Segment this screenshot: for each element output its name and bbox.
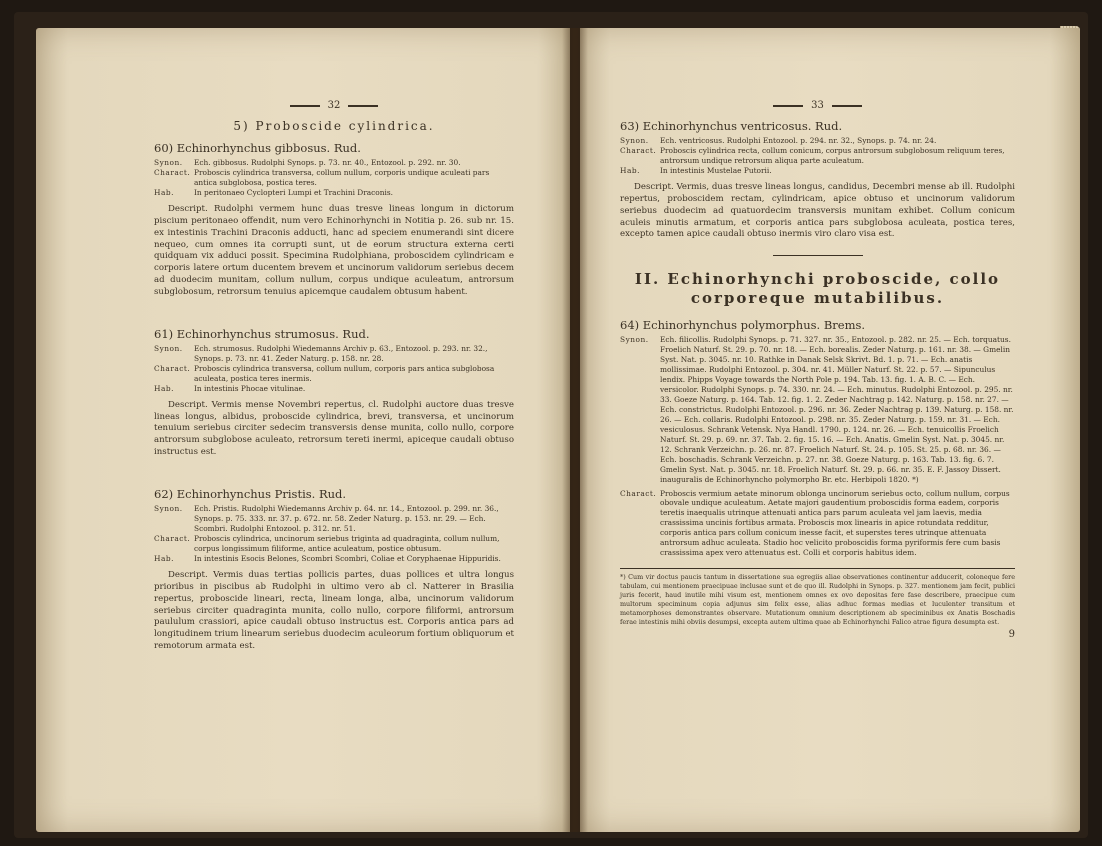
description: Descript. Vermis mense Novembri repertus, cl. Rudolphi auctore duas tresve lineas longus, albidus, proboscide cylindrica, brevi, transversa, et uncinorum tenuium seriebus circiter sedecim transversis dense munita, collo nullo, corpore antrorsum subglobose aculeato, retrorsum tereti inermi, apiceque caudali obtuso instructus est.	[154, 399, 514, 458]
description: Descript. Rudolphi vermem hunc duas tresve lineas longum in dictorum piscium peritonaeo offendit, num vero Echinorhynchi in Notitia p. 26. sub nr. 15. ex intestinis Trachini Draconis adducti, hanc ad speciem enumerandi sint dicere nequeo, cum omnes ita corrupti sunt, ut de eorum structura externa certi quidquam vix adduci possit. Specimina Rudolphiana, proboscidem cylindricam e corporis latere ortum ducentem brevem et uncinorum validorum seriebus decem ad duodecim munitam, collum nullum, corpus undique aculeatum, antrorsum subglobosum, retrorsum tenuius apicemque caudalem obtusum habent.	[154, 203, 514, 297]
entry-60	[154, 141, 514, 299]
entry-heading: 63) Echinorhynchus ventricosus. Rud.	[620, 119, 843, 133]
left-page	[36, 28, 570, 832]
left-page-content	[154, 100, 514, 659]
divider	[773, 255, 863, 256]
habitat: Hab. In intestinis Phocae vitulinae.	[154, 383, 306, 393]
entry-heading: 62) Echinorhynchus Pristis. Rud.	[154, 487, 347, 502]
entry-64	[620, 318, 1015, 559]
habitat: Hab. In peritonaeo Cyclopteri Lumpi et Trachini Draconis.	[154, 187, 394, 197]
page-number: 33	[620, 100, 1015, 111]
description: Descript. Vermis duas tertias pollicis partes, duas pollices et ultra longus prioribus in piscibus ab Rudolphi in ultimo vero ab cl. Natterer in Brasilia repertus, proboscide lineari, recta, lineam longa, alba, uncinorum validorum seriebus circiter quadraginta munita, collo nullo, corpore filiformi, antrorsum paululum crassiori, apice caudali obtuso instructus est. Corporis antica pars ad longitudinem trium linearum seriebus duodecim aculeorum fortium obliquorum et remotorum armata est.	[154, 569, 514, 652]
book	[14, 12, 1088, 838]
part-title: II. Echinorhynchi proboscide, collo corporeque mutabilibus.	[634, 270, 1001, 307]
synonyms: Synon. Ech. gibbosus. Rudolphi Synops. p. 73. nr. 40., Entozool. p. 292. nr. 30.	[154, 158, 461, 167]
character: Charact. Proboscis vermium aetate minorum oblonga uncinorum seriebus octo, collum nullum, corpus obovale undique aculeatum. Aetate majori gaudentium proboscidis forma eadem, corporis teretis inaequalis utrinque attenuati antica pars parum aculeata vel jam laevis, media crassissima uncinis fortibus armata. Proboscis mox linearis in apice rotundata redditur, corporis antica pars collum conicum inesse facit, et superstes teres utrinque attenuata antrorsum adhuc aculeata. Stadio hoc velicito proboscidis forma pyriformis fere cum basis crassissima apex vero attenuatus est. Colli et corporis habitus idem.	[620, 488, 1010, 558]
signature-mark: 9	[1008, 629, 1015, 641]
entry-heading: 60) Echinorhynchus gibbosus. Rud.	[154, 141, 361, 155]
character: Charact. Proboscis cylindrica, uncinorum seriebus triginta ad quadraginta, collum nullum, corpus longissimum filiforme, antice aculeatum, postice obtusum.	[154, 533, 500, 553]
synonyms: Synon. Ech. Pristis. Rudolphi Wiedemanns Archiv p. 64. nr. 14., Entozool. p. 299. nr. 36., Synops. p. 75. 333. nr. 37. p. 672. nr. 58. Zeder Naturg. p. 153. nr. 29. — Ech. Scombri. Rudolphi Entozool. p. 312. nr. 51.	[154, 504, 499, 533]
habitat: Hab. In intestinis Mustelae Putorii.	[620, 165, 772, 175]
synonyms: Synon. Ech. filicollis. Rudolphi Synops. p. 71. 327. nr. 35., Entozool. p. 282. nr. 25. — Ech. torquatus. Froelich Naturf. St. 29. p. 70. nr. 18. — Ech. borealis. Zeder Naturg. p. 161. nr. 38. — Gmelin Syst. Nat. p. 3045. nr. 10. Rathke in Danak Selsk Skrivt. Bd. 1. p. 71. — Ech. anatis mollissimae. Rudolphi Entozool. p. 304. nr. 41. Müller Naturf. St. 22. p. 57. — Sipunculus lendix. Phipps Voyage towards the North Pole p. 194. Tab. 13. fig. 1. A. B. C. — Ech. versicolor. Rudolphi Synops. p. 74. 330. nr. 24. — Ech. minutus. Rudolphi Entozool. p. 295. nr. 33. Goeze Naturg. p. 164. Tab. 12. fig. 1. 2. Zeder Nachtrag p. 142. Naturg. p. 158. nr. 27. — Ech. constrictus. Rudolphi Entozool. p. 296. nr. 36. Zeder Nachtrag p. 139. Naturg. p. 158. nr. 26. — Ech. collaris. Rudolphi Entozool. p. 298. nr. 35. Zeder Naturg. p. 159. nr. 31. — Ech. vesiculosus. Schrank Vetensk. Nya Handl. 1790. p. 124. nr. 26. — Ech. tenuicollis Froelich Naturf. St. 29. p. 69. nr. 37. Tab. 2. fig. 15. 16. — Ech. Anatis. Gmelin Syst. Nat. p. 3045. nr. 12. Schrank Verzeichn. p. 26. nr. 87. Froelich Naturf. St. 24. p. 105. St. 25. p. 68. nr. 36. — Ech. boschadis. Schrank Verzeichn. p. 27. nr. 38. Goeze Naturg. p. 163. Tab. 13. fig. 6. 7. Gmelin Syst. Nat. p. 3045. nr. 18. Froelich Naturf. St. 29. p. 66. nr. 35. E. F. Jassoy Dissert. inauguralis de Echinorhyncho polymorpho Br. etc. Herbipoli 1820. *)	[620, 334, 1014, 484]
entry-61	[154, 327, 514, 459]
habitat: Hab. In intestinis Esocis Belones, Scombri Scombri, Coliae et Coryphaenae Hippuridis.	[154, 553, 501, 563]
right-page-content	[620, 100, 1015, 640]
right-page	[580, 28, 1080, 832]
synonyms: Synon. Ech. ventricosus. Rudolphi Entozool. p. 294. nr. 32., Synops. p. 74. nr. 24.	[620, 136, 937, 145]
section-title: 5) Proboscide cylindrica.	[233, 119, 435, 133]
synonyms: Synon. Ech. strumosus. Rudolphi Wiedemanns Archiv p. 63., Entozool. p. 293. nr. 32., Synops. p. 73. nr. 41. Zeder Naturg. p. 158. nr. 28.	[154, 343, 488, 363]
character: Charact. Proboscis cylindrica transversa, collum nullum, corporis undique aculeati pars antica subglobosa, postica teres.	[154, 167, 490, 187]
entry-heading: 61) Echinorhynchus strumosus. Rud.	[154, 326, 370, 341]
book-gutter	[562, 28, 588, 832]
description: Descript. Vermis, duas tresve lineas longus, candidus, Decembri mense ab ill. Rudolphi repertus, proboscidem rectam, cylindricam, apice obtuso et uncinorum validorum seriebus duodecim ad quatuordecim transversis munitam exhibet. Collum conicum aculeis minutis armatum, et corporis antica pars subglobosa aculeata, postica teres, excepto tamen apice caudali obtuso inermis viro claro visa est.	[620, 181, 1015, 240]
entry-63	[620, 119, 1015, 241]
entry-62	[154, 487, 514, 653]
character: Charact. Proboscis cylindrica transversa, collum nullum, corporis pars antica subglobosa aculeata, postica teres inermis.	[154, 363, 495, 383]
footnote: *) Cum vir doctus paucis tantum in dissertatione sua egregiis aliae observationes continentur adducerit, coloneque fere tabulam, cui mentionem praecipuae inclusae sunt et de quo ill. Rudolphi in Synops. p. 327. mentionem jam fecit, publici juris fecerit, haud inutile mihi visum est, mentionem omnes ex ovo depositas fere fase describere, praecipue cum multorum speciminum copia adjunus sim felix esse, alias adhuc formas medias et luculenter transitum et metamorphoses demonstrantes observare. Mutationum omnium descriptionem ab speciminibus ex Anatis Boschadis ferae intestinis mihi obviis desumpsi, excepta autem ultima quae ab Echinorhynchi Falico atrae figura desumpta est.	[620, 568, 1015, 627]
entry-heading: 64) Echinorhynchus polymorphus. Brems.	[620, 317, 866, 332]
character: Charact. Proboscis cylindrica recta, collum conicum, corpus antrorsum subglobosum reliquum teres, antrorsum undique retrorsum aliqua parte aculeatum.	[620, 145, 1005, 165]
page-number: 32	[154, 100, 514, 111]
